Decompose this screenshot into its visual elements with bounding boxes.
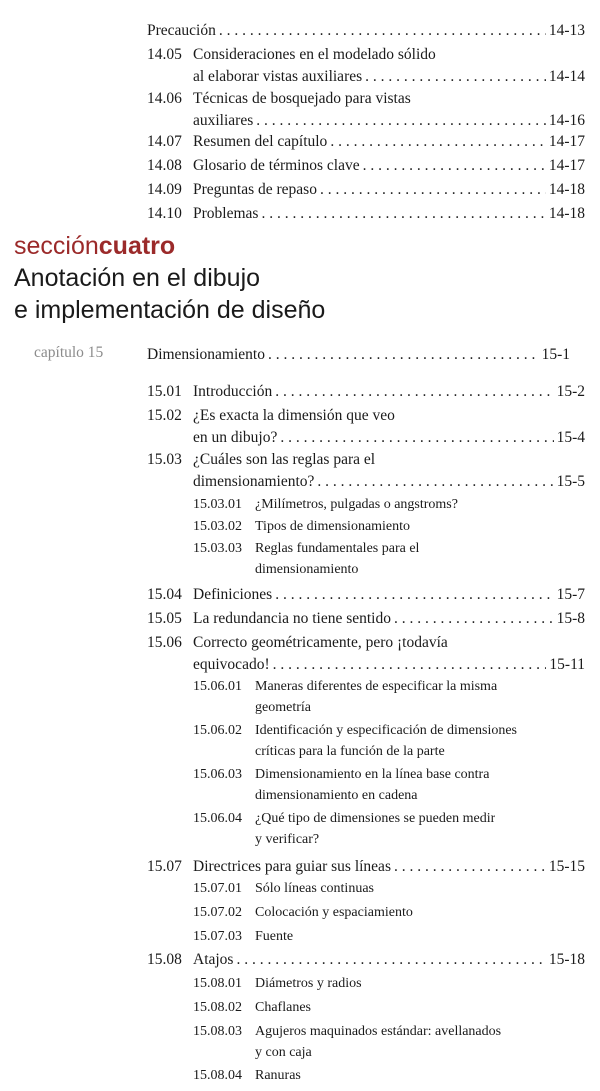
- dot-leader: [394, 856, 546, 878]
- entry-title-line: [193, 471, 585, 493]
- entry-number: 15.04: [147, 586, 182, 603]
- entry-title-line: [255, 973, 362, 994]
- entry-title-line: [255, 741, 445, 762]
- entry-number: 15.03.02: [193, 519, 242, 534]
- entry-title-text: Tipos de dimensionamiento: [255, 519, 411, 534]
- entry-title-text: Resumen del capítulo: [193, 133, 328, 150]
- entry-title-text: dimensionamiento: [255, 562, 359, 577]
- entry-number: 14.10: [147, 205, 182, 222]
- entry-page-number: 15-5: [556, 473, 585, 490]
- entry-title-line: [255, 559, 358, 580]
- entry-page-number: 15-11: [549, 656, 585, 673]
- entry-page-number: 14-13: [548, 22, 585, 39]
- dot-leader: [280, 427, 553, 449]
- section-label-word: sección: [14, 232, 99, 260]
- entry-title-line: [255, 764, 489, 785]
- entry-number: 15.07: [147, 858, 182, 875]
- entry-title-line: [193, 110, 585, 132]
- entry-number: 15.08.03: [193, 1024, 242, 1039]
- entry-title-text: al elaborar vistas auxiliares: [193, 68, 363, 85]
- entry-title-text: y verificar?: [255, 832, 320, 847]
- section-label: [14, 232, 175, 261]
- entry-number: 14.05: [147, 46, 182, 63]
- entry-title-text: ¿Qué tipo de dimensiones se pueden medir: [255, 811, 496, 826]
- dot-leader: [330, 131, 546, 153]
- entry-title-text: Definiciones: [193, 586, 273, 603]
- entry-title-text: dimensionamiento?: [193, 473, 315, 490]
- dot-leader: [261, 203, 545, 225]
- entry-title-text: Fuente: [255, 929, 294, 944]
- entry-number: 15.03.01: [193, 497, 242, 512]
- entry-title-text: Sólo líneas continuas: [255, 881, 374, 896]
- entry-title-text: y con caja: [255, 1045, 312, 1060]
- entry-page-number: 14-16: [548, 112, 585, 129]
- entry-number: 14.07: [147, 133, 182, 150]
- entry-title-line: [255, 1042, 312, 1063]
- entry-title-line: [193, 131, 585, 153]
- entry-number: 15.01: [147, 383, 182, 400]
- entry-title-line: [255, 516, 410, 537]
- entry-title-text: ¿Cuáles son las reglas para el: [193, 451, 376, 468]
- entry-title-text: Precaución: [147, 22, 216, 39]
- entry-title-text: Glosario de términos clave: [193, 157, 360, 174]
- entry-title-text: ¿Milímetros, pulgadas o angstroms?: [255, 497, 458, 512]
- entry-title-text: Colocación y espaciamiento: [255, 905, 413, 920]
- entry-number: 15.06.02: [193, 723, 242, 738]
- entry-title-text: La redundancia no tiene sentido: [193, 610, 391, 627]
- entry-number: 14.06: [147, 90, 182, 107]
- entry-page-number: 15-7: [556, 586, 585, 603]
- entry-number: 15.07.03: [193, 929, 242, 944]
- entry-page-number: 15-4: [556, 429, 585, 446]
- entry-number: 15.06.03: [193, 767, 242, 782]
- entry-title-line: [193, 654, 585, 676]
- entry-page-number: 14-14: [548, 68, 585, 85]
- entry-title-line: [255, 720, 517, 741]
- entry-title-text: Atajos: [193, 951, 234, 968]
- entry-title-line: [193, 584, 585, 606]
- entry-number: 15.06.04: [193, 811, 242, 826]
- entry-title-text: Consideraciones en el modelado sólido: [193, 46, 436, 63]
- chapter-page-number: 15-1: [541, 346, 570, 363]
- dot-leader: [268, 344, 539, 366]
- entry-title-text: ¿Es exacta la dimensión que veo: [193, 407, 395, 424]
- chapter-title: Dimensionamiento: [147, 346, 265, 363]
- dot-leader: [365, 66, 546, 88]
- entry-title-line: [193, 88, 411, 110]
- entry-number: 15.08: [147, 951, 182, 968]
- dot-leader: [256, 110, 546, 132]
- entry-title-line: [193, 155, 585, 177]
- entry-number: 15.02: [147, 407, 182, 424]
- entry-number: 15.08.02: [193, 1000, 242, 1015]
- entry-title-line: [255, 676, 497, 697]
- dot-leader: [275, 584, 553, 606]
- entry-title-line: [255, 538, 419, 559]
- entry-title-text: Ranuras: [255, 1068, 301, 1083]
- entry-title-line: [255, 785, 418, 806]
- entry-title-line: [193, 381, 585, 403]
- dot-leader: [363, 155, 546, 177]
- entry-title-line: [193, 179, 585, 201]
- entry-title-text: Dimensionamiento en la línea base contra: [255, 767, 490, 782]
- entry-title-line: [255, 808, 495, 829]
- entry-title-line: [193, 203, 585, 225]
- entry-title-line: [255, 878, 374, 899]
- entry-page-number: 14-18: [548, 181, 585, 198]
- dot-leader: [275, 381, 553, 403]
- entry-number: 15.03.03: [193, 541, 242, 556]
- entry-title-text: Técnicas de bosquejado para vistas: [193, 90, 411, 107]
- entry-title-line: [255, 902, 413, 923]
- entry-title-line: [255, 829, 319, 850]
- entry-title-text: Identificación y especificación de dimensiones: [255, 723, 518, 738]
- section-title-line-2: e implementación de diseño: [14, 296, 326, 324]
- dot-leader: [273, 654, 547, 676]
- entry-title-line: [193, 608, 585, 630]
- entry-title-text: críticas para la función de la parte: [255, 744, 445, 759]
- entry-title-line: [193, 449, 375, 471]
- entry-title-text: Chaflanes: [255, 1000, 311, 1015]
- dot-leader: [320, 179, 546, 201]
- entry-title-text: Reglas fundamentales para el: [255, 541, 420, 556]
- entry-title-line: [193, 632, 448, 654]
- dot-leader: [219, 20, 546, 42]
- entry-title-line: [255, 494, 458, 515]
- entry-title-text: auxiliares: [193, 112, 254, 129]
- dot-leader: [317, 471, 553, 493]
- entry-title-text: Problemas: [193, 205, 259, 222]
- entry-number: 15.06.01: [193, 679, 242, 694]
- entry-title-line: [255, 1065, 301, 1086]
- entry-title-line: [193, 427, 585, 449]
- entry-title-line: [255, 697, 311, 718]
- entry-number: 15.07.01: [193, 881, 242, 896]
- entry-title-line: [193, 66, 585, 88]
- entry-page-number: 15-8: [556, 610, 585, 627]
- entry-page-number: 14-18: [548, 205, 585, 222]
- entry-title-line: [193, 405, 395, 427]
- entry-page-number: 15-18: [548, 951, 585, 968]
- entry-title-text: Preguntas de repaso: [193, 181, 317, 198]
- entry-title-line: [193, 856, 585, 878]
- section-title-line-1: Anotación en el dibujo: [14, 264, 261, 292]
- chapter-title-line: [147, 344, 570, 366]
- entry-title-text: Directrices para guiar sus líneas: [193, 858, 391, 875]
- entry-title-text: dimensionamiento en cadena: [255, 788, 418, 803]
- entry-title-line: [255, 997, 311, 1018]
- entry-title-line: [147, 20, 585, 42]
- entry-number: 15.03: [147, 451, 182, 468]
- entry-title-text: equivocado!: [193, 656, 270, 673]
- entry-title-line: [255, 926, 293, 947]
- entry-title-text: geometría: [255, 700, 311, 715]
- entry-page-number: 15-15: [548, 858, 585, 875]
- entry-number: 14.09: [147, 181, 182, 198]
- entry-title-text: en un dibujo?: [193, 429, 278, 446]
- entry-number: 15.06: [147, 634, 182, 651]
- entry-title-text: Diámetros y radios: [255, 976, 362, 991]
- chapter-label: capítulo 15: [34, 344, 104, 361]
- section-label-ordinal: cuatro: [98, 232, 176, 260]
- entry-number: 15.08.04: [193, 1068, 242, 1083]
- entry-title-text: Correcto geométricamente, pero ¡todavía: [193, 634, 448, 651]
- entry-number: 14.08: [147, 157, 182, 174]
- entry-title-line: [193, 44, 436, 66]
- entry-title-text: Agujeros maquinados estándar: avellanados: [255, 1024, 502, 1039]
- dot-leader: [236, 949, 545, 971]
- entry-number: 15.08.01: [193, 976, 242, 991]
- dot-leader: [394, 608, 554, 630]
- entry-title-text: Maneras diferentes de especificar la misma: [255, 679, 498, 694]
- entry-title-line: [255, 1021, 501, 1042]
- entry-page-number: 14-17: [548, 157, 585, 174]
- entry-title-line: [193, 949, 585, 971]
- entry-page-number: 14-17: [548, 133, 585, 150]
- entry-page-number: 15-2: [556, 383, 585, 400]
- entry-number: 15.05: [147, 610, 182, 627]
- entry-title-text: Introducción: [193, 383, 273, 400]
- entry-number: 15.07.02: [193, 905, 242, 920]
